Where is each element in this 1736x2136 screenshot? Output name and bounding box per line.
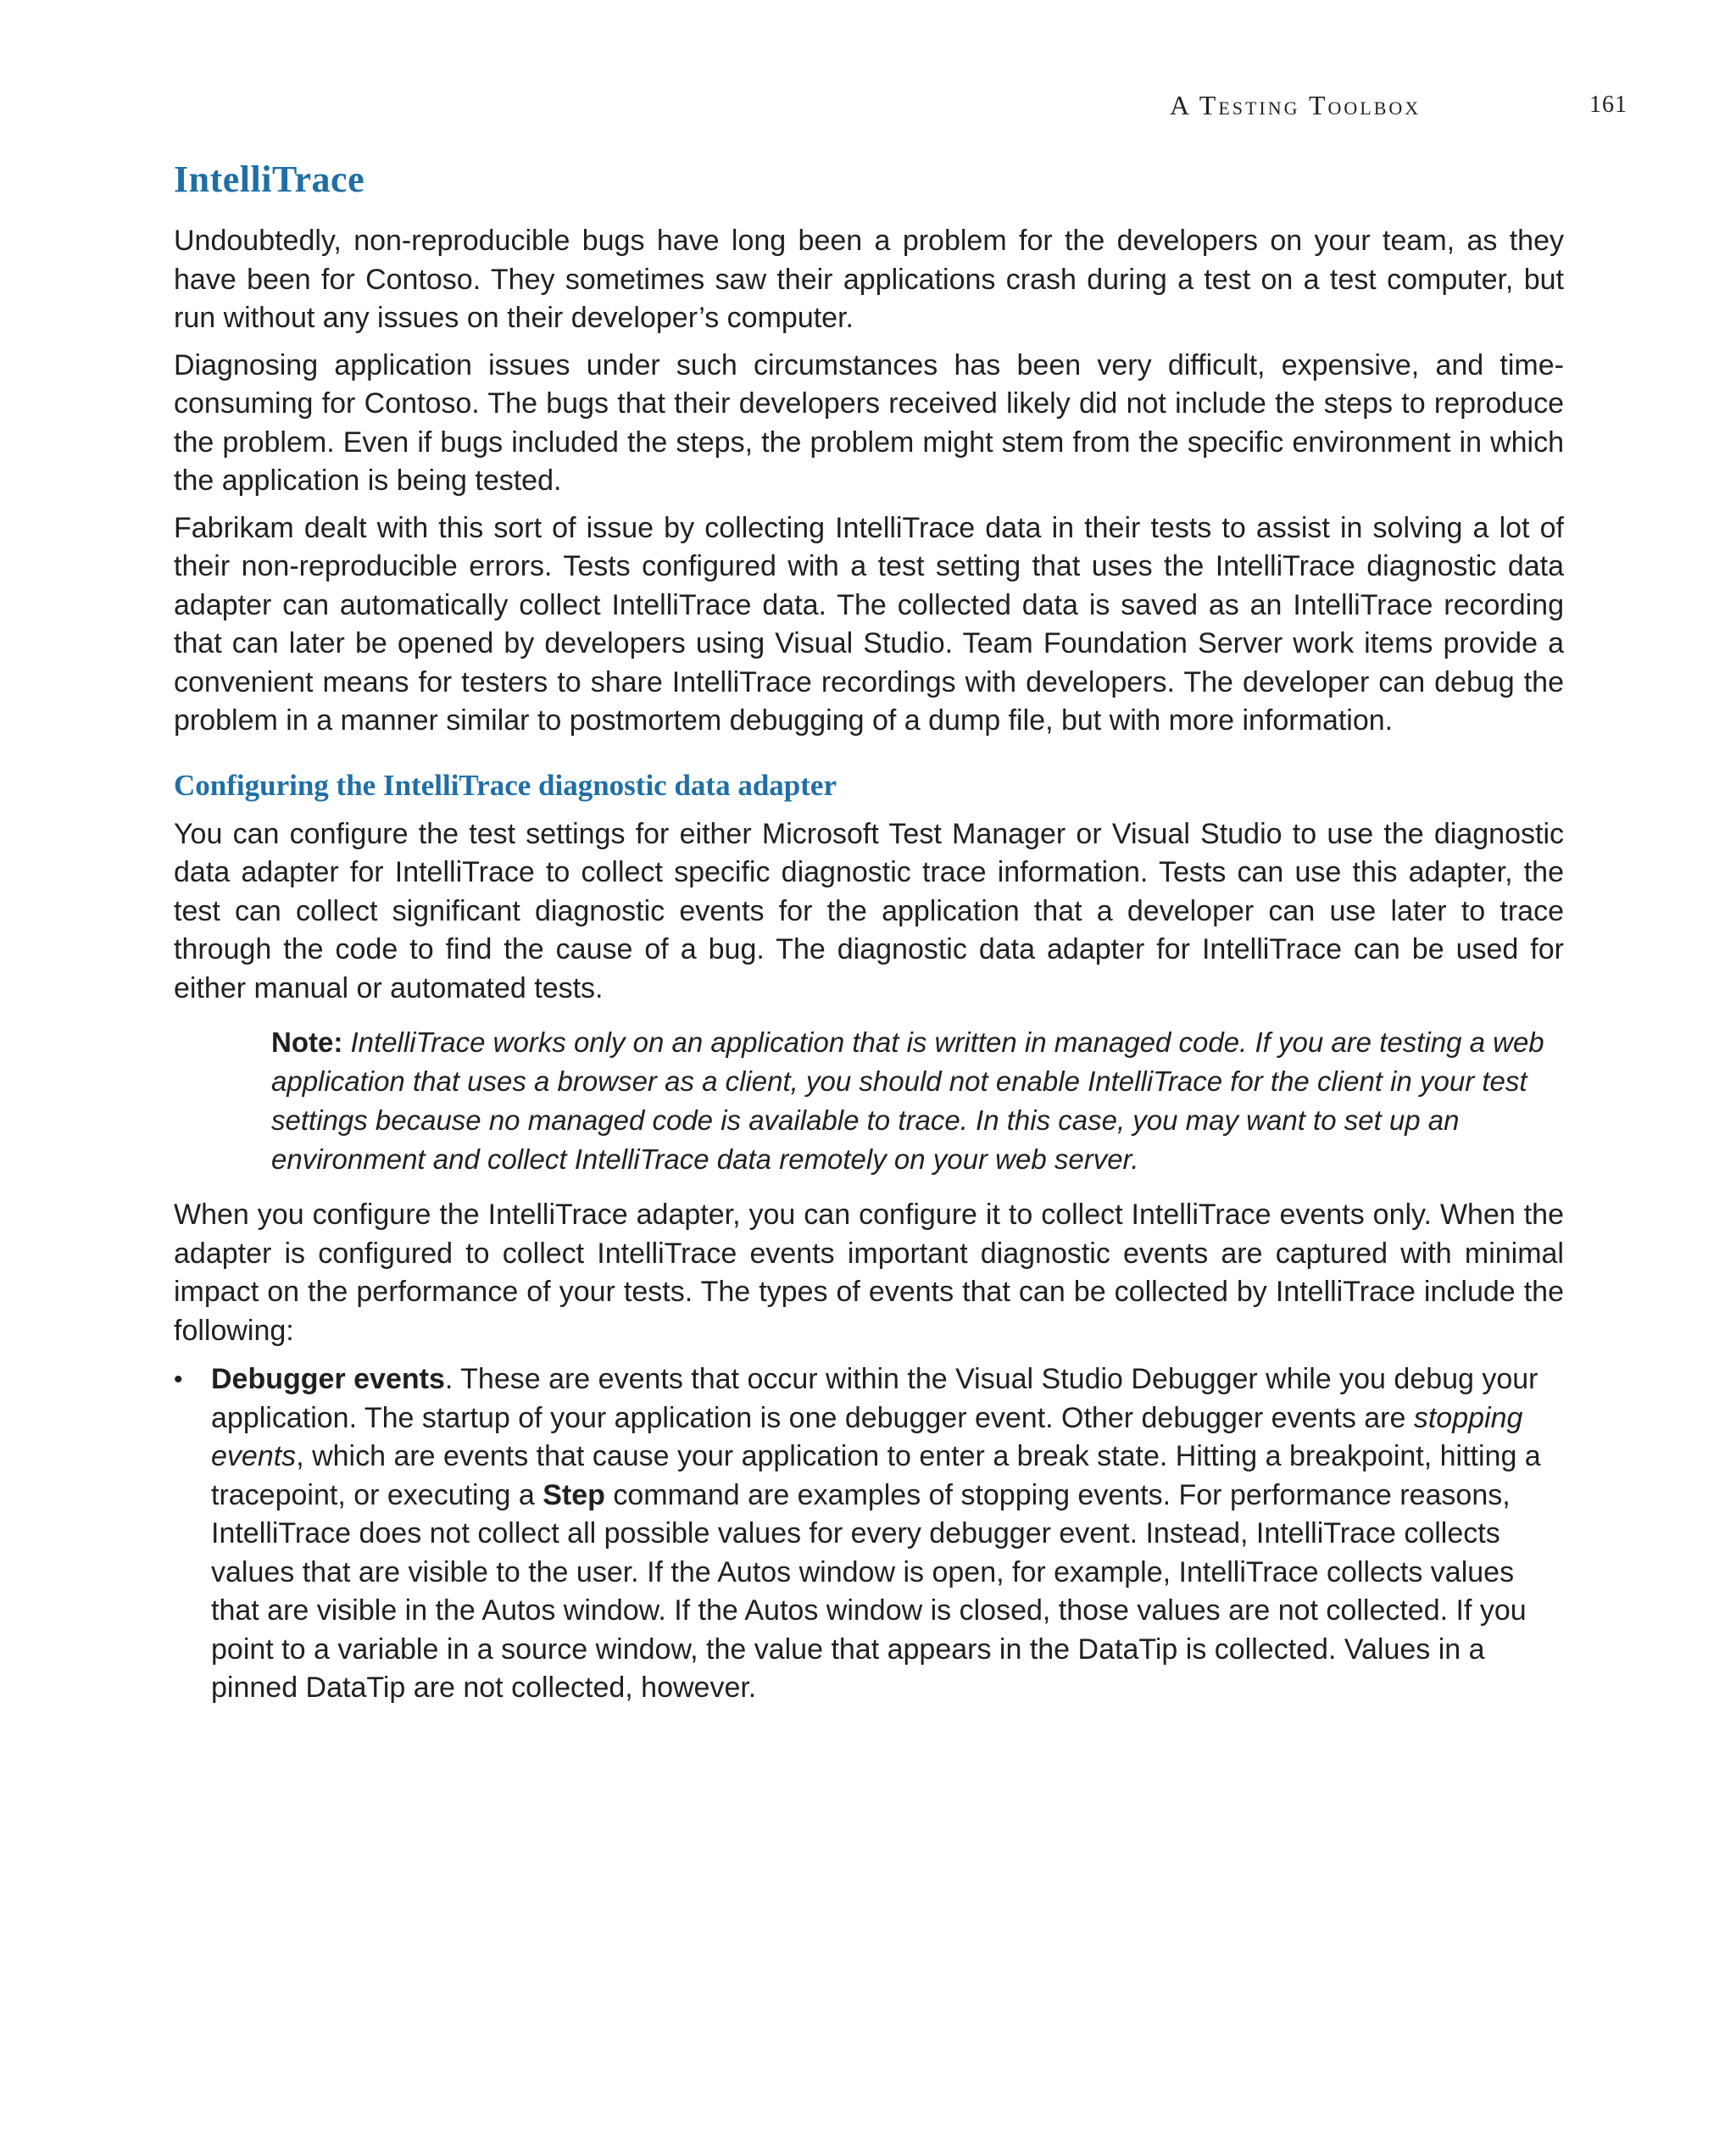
note-box	[271, 1023, 1560, 1179]
bullet-icon: •	[174, 1366, 183, 1393]
bullet-text: , which are events that cause your application to enter a break state. Hitting a breakpoint, hitting a tracepoint, or executing a	[211, 1440, 1541, 1511]
list-item	[174, 1360, 1564, 1708]
bullet-text: command are examples of stopping events. For performance reasons, IntelliTrace does not collect all possible values for every debugger event. Instead, IntelliTrace collects values that are visible to the user. If the Autos window is open, for example, IntelliTrace collects values that are visible in the Autos window. If the Autos window is closed, those values are not collected. If you point to a variable in a source window, the value that appears in the DataTip is collected. Values in a pinned DataTip are not collected, however.	[211, 1478, 1527, 1704]
running-head	[1102, 90, 1628, 124]
bullet-list	[174, 1360, 1564, 1708]
paragraph: When you configure the IntelliTrace adapter, you can configure it to collect IntelliTrace events only. When the adapter is configured to collect IntelliTrace events important diagnostic events are captured with minimal impact on the performance of your tests. The types of events that can be collected by IntelliTrace include the following:	[174, 1199, 1564, 1347]
bullet-term: Debugger events	[211, 1363, 445, 1395]
note-text: IntelliTrace works only on an application that is written in managed code. If you are testing a web application that uses a browser as a client, you should not enable IntelliTrace for the client in your test settings because no managed code is available to trace. In this case, you may want to set up an environment and collect IntelliTrace data remotely on your web server.	[271, 1026, 1544, 1175]
bullet-bold-step: Step	[542, 1478, 605, 1511]
paragraph: Fabrikam dealt with this sort of issue by collecting IntelliTrace data in their tests to assist in solving a lot of their non-reproducible errors. Tests configured with a test setting that uses the IntelliTrace diagnostic data adapter can automatically collect IntelliTrace data. The collected data is saved as an IntelliTrace recording that can later be opened by developers using Visual Studio. Team Foundation Server work items provide a convenient means for testers to share IntelliTrace recordings with developers. The developer can debug the problem in a manner similar to postmortem debugging of a dump file, but with more information.	[174, 511, 1564, 737]
subsection-title: Configuring the IntelliTrace diagnostic data adapter	[174, 768, 837, 802]
paragraph: You can configure the test settings for either Microsoft Test Manager or Visual Studio to use the diagnostic data adapter for IntelliTrace to collect specific diagnostic trace information. Tests can use this adapter, the test can collect significant diagnostic events for the application that a developer can use later to trace through the code to find the cause of a bug. The diagnostic data adapter for IntelliTrace can be used for either manual or automated tests.	[174, 817, 1564, 1004]
bullet-italic-term: stopping events	[211, 1401, 1523, 1472]
paragraph: Undoubtedly, non-reproducible bugs have long been a problem for the developers on your team, as they have been for Contoso. They sometimes saw their applications crash during a test on a test computer, but run without any issues on their developer’s computer.	[174, 225, 1564, 334]
note-label: Note:	[271, 1026, 343, 1058]
section-title: IntelliTrace	[174, 159, 365, 200]
page-content	[174, 153, 1564, 1708]
page-number: 161	[1589, 92, 1628, 118]
paragraph: Diagnosing application issues under such circumstances has been very difficult, expensive, and time-consuming for Contoso. The bugs that their developers received likely did not include the steps to reproduce the problem. Even if bugs included the steps, the problem might stem from the specific environment in which the application is being tested.	[174, 348, 1564, 497]
bullet-text: . These are events that occur within the Visual Studio Debugger while you debug your application. The startup of your application is one debugger event. Other debugger events are	[211, 1363, 1538, 1434]
running-title: A Testing Toolbox	[1170, 90, 1422, 120]
